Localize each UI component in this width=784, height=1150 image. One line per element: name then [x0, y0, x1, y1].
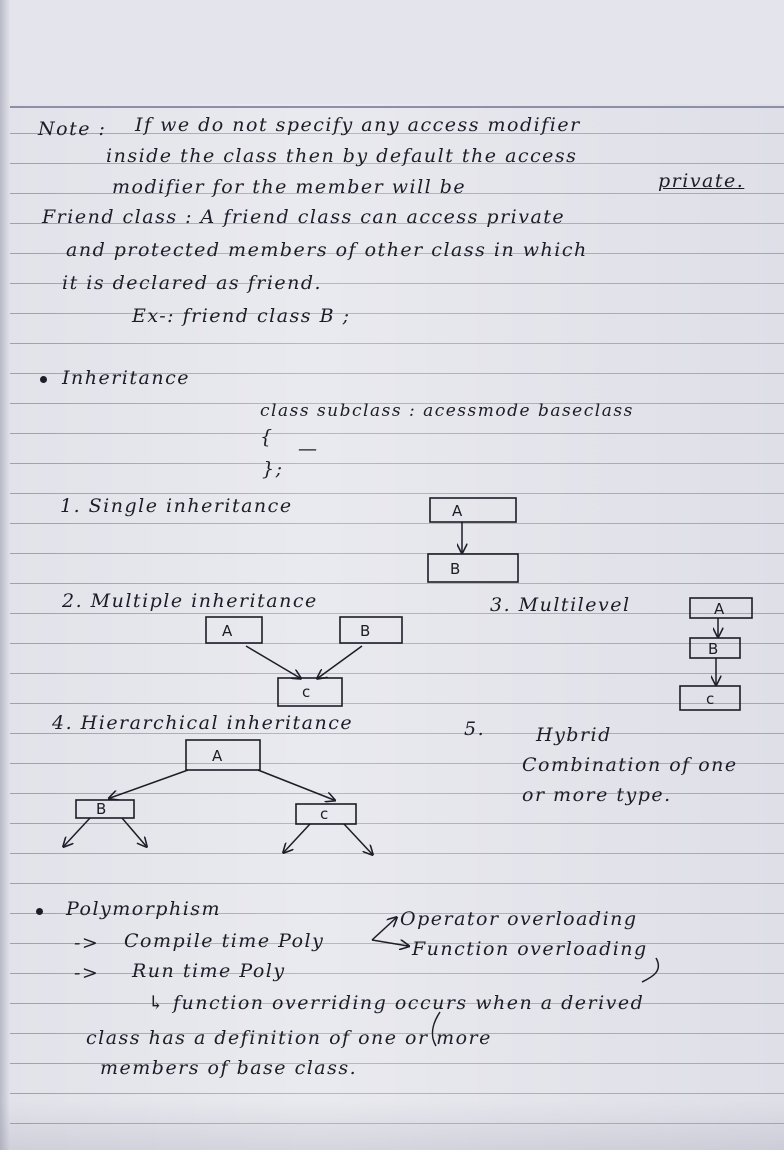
note-line-1: If we do not specify any access modifier: [135, 114, 581, 136]
multilevel-box-a-label: A: [714, 600, 725, 618]
hierarchical-b-child-left: [64, 818, 90, 846]
multilevel-box-b-label: B: [708, 640, 719, 658]
hierarchical-arrow-b: [110, 770, 188, 798]
hierarchical-b-child-right: [122, 818, 146, 846]
multilevel-box-c-label: c: [706, 690, 715, 708]
multiple-arrow-b: [318, 646, 362, 678]
compile-time-poly: Compile time Poly: [124, 930, 325, 952]
friend-line-1: Friend class : A friend class can access private: [42, 206, 566, 228]
hierarchical-inheritance-label: 4. Hierarchical inheritance: [52, 712, 354, 734]
function-overloading: Function overloading: [412, 938, 648, 960]
page-bottom-shade: [0, 1100, 784, 1150]
multilevel-inheritance-diagram: [680, 598, 752, 710]
multiple-box-b: [340, 617, 402, 643]
hierarchical-c-child-left: [284, 824, 310, 852]
run-time-arrow: ->: [74, 962, 100, 984]
polymorphism-bullet: [36, 908, 43, 915]
friend-example: Ex-: friend class B ;: [132, 305, 351, 327]
hybrid-description-1: Combination of one: [522, 754, 738, 776]
overriding-line-3: members of base class.: [100, 1057, 358, 1079]
single-inheritance-label: 1. Single inheritance: [60, 495, 293, 517]
overriding-line-1: ↳ function overriding occurs when a derived: [148, 992, 645, 1014]
single-box-b: [428, 554, 518, 582]
polymorphism-heading: Polymorphism: [66, 898, 222, 920]
operator-overloading: Operator overloading: [400, 908, 638, 930]
overriding-line-2: class has a definition of one or more: [86, 1027, 492, 1049]
hierarchical-box-a-label: A: [212, 747, 223, 765]
hierarchical-box-a: [186, 740, 260, 770]
friend-line-2: and protected members of other class in which: [66, 239, 588, 261]
hierarchical-c-child-right: [344, 824, 372, 854]
overloading-tail: [642, 958, 658, 982]
multilevel-inheritance-label: 3. Multilevel: [490, 594, 631, 616]
hybrid-description-2: or more type.: [522, 784, 672, 806]
multiple-box-a: [206, 617, 262, 643]
friend-line-3: it is declared as friend.: [62, 272, 323, 294]
multiple-arrow-a: [246, 646, 300, 678]
hybrid-label: Hybrid: [536, 724, 612, 746]
single-box-b-label: B: [450, 560, 461, 578]
compile-time-arrow: ->: [74, 932, 100, 954]
single-box-a: [430, 498, 516, 522]
multiple-box-a-label: A: [222, 622, 233, 640]
run-time-poly: Run time Poly: [132, 960, 286, 982]
branch-to-function: [372, 940, 408, 946]
note-label: Note :: [38, 118, 107, 140]
hierarchical-arrow-c: [258, 770, 334, 800]
multiple-inheritance-label: 2. Multiple inheritance: [62, 590, 318, 612]
multiple-box-b-label: B: [360, 622, 371, 640]
inheritance-syntax: class subclass : acessmode baseclass: [260, 401, 634, 421]
hierarchical-box-b-label: B: [96, 800, 107, 818]
syntax-close-brace: };: [262, 458, 284, 480]
note-private-emphasis: private.: [658, 170, 745, 192]
inheritance-heading: Inheritance: [62, 367, 190, 389]
branch-to-operator: [372, 918, 396, 940]
multiple-inheritance-diagram: [206, 617, 402, 706]
hybrid-number: 5.: [464, 718, 486, 740]
syntax-body: —: [298, 438, 319, 460]
note-line-3: modifier for the member will be: [112, 176, 467, 198]
single-inheritance-diagram: [428, 498, 518, 582]
hierarchical-inheritance-diagram: [64, 740, 372, 854]
syntax-open-brace: {: [260, 426, 274, 448]
note-line-2: inside the class then by default the access: [106, 145, 578, 167]
multiple-box-c-label: c: [302, 683, 311, 701]
single-box-a-label: A: [452, 502, 463, 520]
hierarchical-box-c-label: c: [320, 805, 329, 823]
